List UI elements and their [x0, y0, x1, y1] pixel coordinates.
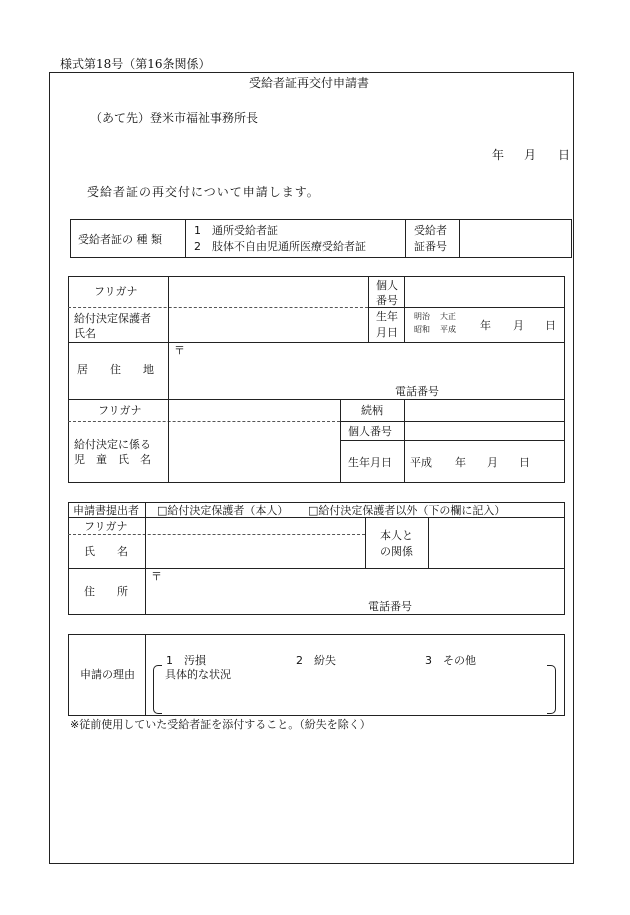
guardian-address-label: 居 住 地: [77, 363, 154, 376]
era-showa: 昭和: [414, 325, 430, 334]
child-relation-field[interactable]: [405, 400, 564, 420]
reason-label: 申請の理由: [80, 668, 135, 681]
submitter-name-field[interactable]: [146, 535, 364, 567]
guardian-birth-year-label: 年: [480, 319, 491, 332]
date-day-label: 日: [558, 148, 571, 162]
guardian-personal-number-label-2: 番号: [376, 294, 398, 307]
cert-number-field[interactable]: [460, 220, 571, 257]
submitter-relation-label-2: の関係: [380, 545, 413, 558]
cert-number-label-2: 証番号: [414, 240, 447, 253]
child-era-heisei: 平成: [410, 456, 432, 469]
guardian-name-field[interactable]: [169, 308, 367, 341]
cert-type-label: 受給者証の 種 類: [78, 233, 162, 246]
guardian-personal-number-field[interactable]: [405, 277, 564, 306]
child-personal-number-label: 個人番号: [348, 425, 392, 438]
guardian-postal-mark: 〒: [174, 344, 185, 357]
era-taisho: 大正: [440, 312, 456, 321]
cert-number-label-1: 受給者: [414, 224, 447, 237]
cert-type-option-1: 1 通所受給者証: [194, 224, 278, 237]
child-furigana-label: フリガナ: [98, 404, 142, 417]
submitter-address-field[interactable]: [160, 569, 564, 614]
child-birth-month-label: 月: [487, 456, 498, 469]
addressee: （あて先）登米市福祉事務所長: [90, 111, 259, 125]
child-relation-label: 続柄: [361, 404, 383, 417]
cert-type-option-2: 2 肢体不自由児通所医療受給者証: [194, 240, 366, 253]
guardian-name-label-1: 給付決定保護者: [74, 312, 151, 325]
guardian-birth-label-2: 月日: [376, 326, 398, 339]
submitter-phone-label: 電話番号: [368, 600, 412, 613]
submitter-furigana-field[interactable]: [146, 518, 364, 533]
reason-detail-field[interactable]: [165, 683, 545, 710]
child-furigana-field[interactable]: [169, 400, 339, 420]
guardian-birth-day-label: 日: [545, 319, 556, 332]
submitter-label: 申請書提出者: [73, 504, 139, 517]
submitter-relation-field[interactable]: [429, 518, 564, 567]
guardian-furigana-field[interactable]: [169, 277, 367, 306]
era-meiji: 明治: [414, 312, 430, 321]
form-number: 様式第18号（第16条関係）: [60, 57, 211, 71]
submitter-relation-label-1: 本人と: [380, 529, 413, 542]
guardian-birth-label-1: 生年: [376, 310, 398, 323]
child-birth-year-label: 年: [455, 456, 466, 469]
statement: 受給者証の再交付について申請します。: [87, 185, 320, 199]
child-name-label-2: 児 童 氏 名: [74, 453, 151, 466]
attachment-note: ※従前使用していた受給者証を添付すること。（紛失を除く）: [70, 718, 371, 731]
guardian-furigana-label: フリガナ: [94, 285, 138, 298]
submitter-postal-mark: 〒: [151, 570, 162, 583]
reason-option-other[interactable]: 3 その他: [425, 654, 476, 667]
submitter-furigana-label: フリガナ: [84, 520, 128, 533]
submitter-name-label: 氏 名: [84, 545, 128, 558]
child-birth-day-label: 日: [519, 456, 530, 469]
guardian-birth-month-label: 月: [513, 319, 524, 332]
submitter-option-self[interactable]: □給付決定保護者（本人）: [157, 504, 289, 517]
form-title: 受給者証再交付申請書: [249, 76, 370, 90]
guardian-address-field[interactable]: [185, 343, 564, 398]
era-heisei: 平成: [440, 325, 456, 334]
guardian-name-label-2: 氏名: [74, 327, 96, 340]
child-name-label-1: 給付決定に係る: [74, 438, 151, 451]
submitter-address-label: 住 所: [84, 585, 128, 598]
submitter-option-other[interactable]: □給付決定保護者以外（下の欄に記入）: [308, 504, 506, 517]
child-name-field[interactable]: [169, 422, 339, 482]
guardian-personal-number-label-1: 個人: [376, 279, 398, 292]
guardian-phone-label: 電話番号: [395, 385, 439, 398]
child-birth-label: 生年月日: [348, 456, 392, 469]
reason-option-lost[interactable]: 2 紛失: [296, 654, 336, 667]
detail-right-bracket: [547, 665, 556, 714]
date-year-label: 年: [492, 148, 505, 162]
child-personal-number-field[interactable]: [405, 422, 564, 439]
detail-left-bracket: [153, 665, 162, 714]
reason-option-soiled[interactable]: 1 汚損: [166, 654, 206, 667]
date-month-label: 月: [524, 148, 537, 162]
reason-detail-label: 具体的な状況: [165, 668, 231, 681]
